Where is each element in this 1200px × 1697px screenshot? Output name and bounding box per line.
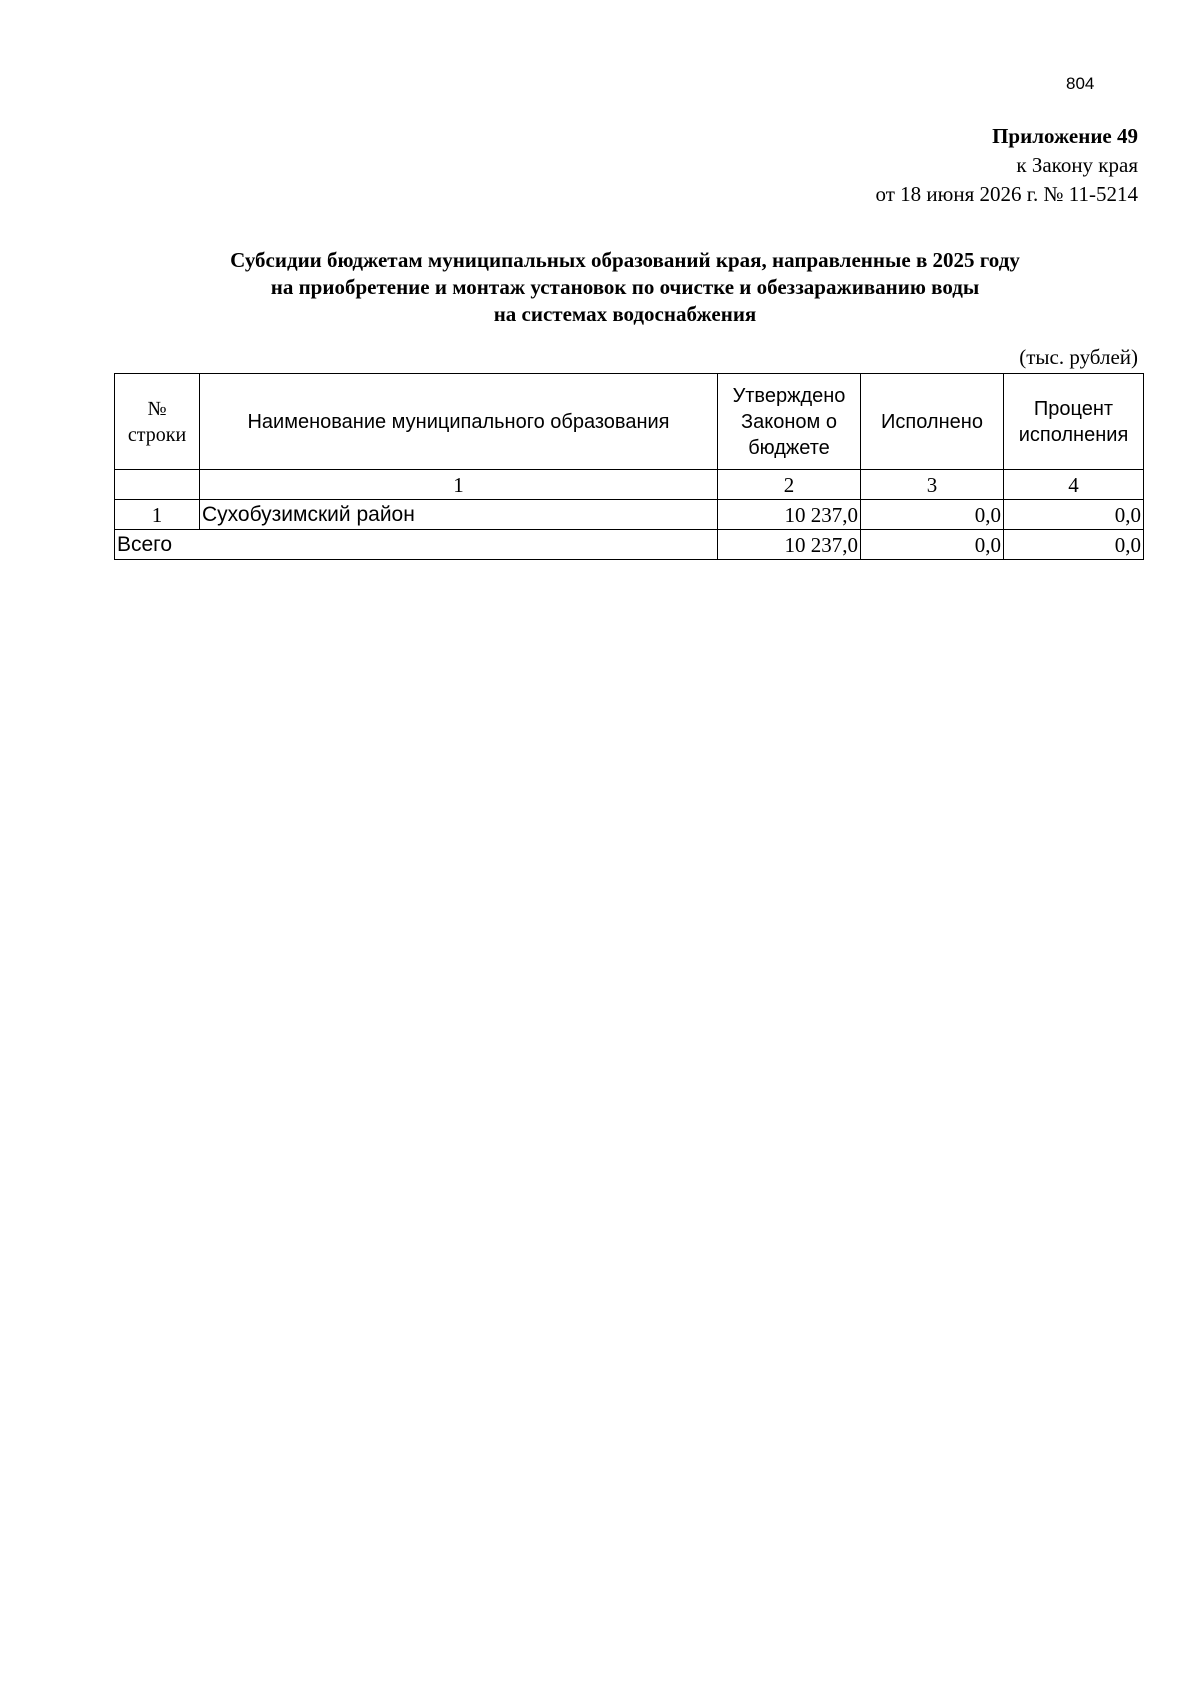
header-name: Наименование муниципального образования: [200, 374, 718, 470]
table-header-row: [115, 374, 1144, 470]
units-label: (тыс. рублей): [1019, 345, 1138, 369]
row-name: Сухобузимский район: [200, 500, 718, 530]
row-approved: 10 237,0: [718, 500, 861, 530]
subsidy-table: [114, 373, 1144, 560]
total-percent: 0,0: [1004, 530, 1144, 560]
total-executed: 0,0: [861, 530, 1004, 560]
total-label: Всего: [115, 530, 718, 560]
column-number-4: 4: [1004, 470, 1144, 500]
title-line-3: на системах водоснабжения: [493, 302, 757, 326]
row-number: 1: [115, 500, 200, 530]
title-line-2: на приобретение и монтаж установок по очистке и обеззараживанию воды: [270, 275, 980, 299]
header-percent: Процент исполнения: [1004, 374, 1144, 470]
total-row: [115, 530, 1144, 560]
header-executed: Исполнено: [861, 374, 1004, 470]
page-number: 804: [1066, 74, 1095, 93]
column-number-row: [115, 470, 1144, 500]
total-approved: 10 237,0: [718, 530, 861, 560]
table-row: [115, 500, 1144, 530]
row-executed: 0,0: [861, 500, 1004, 530]
column-number-1: 1: [200, 470, 718, 500]
header-row-no: № строки: [115, 374, 200, 470]
attachment-law: к Закону края: [1016, 153, 1138, 177]
column-number-2: 2: [718, 470, 861, 500]
title-line-1: Субсидии бюджетам муниципальных образований края, направленные в 2025 году: [230, 248, 1020, 272]
attachment-header: [876, 122, 1138, 209]
header-approved: Утверждено Законом о бюджете: [718, 374, 861, 470]
column-number-empty: [115, 470, 200, 500]
column-number-3: 3: [861, 470, 1004, 500]
document-title: [100, 247, 1150, 328]
attachment-date: от 18 июня 2026 г. № 11-5214: [875, 182, 1138, 206]
row-percent: 0,0: [1004, 500, 1144, 530]
attachment-title: Приложение 49: [992, 124, 1138, 148]
